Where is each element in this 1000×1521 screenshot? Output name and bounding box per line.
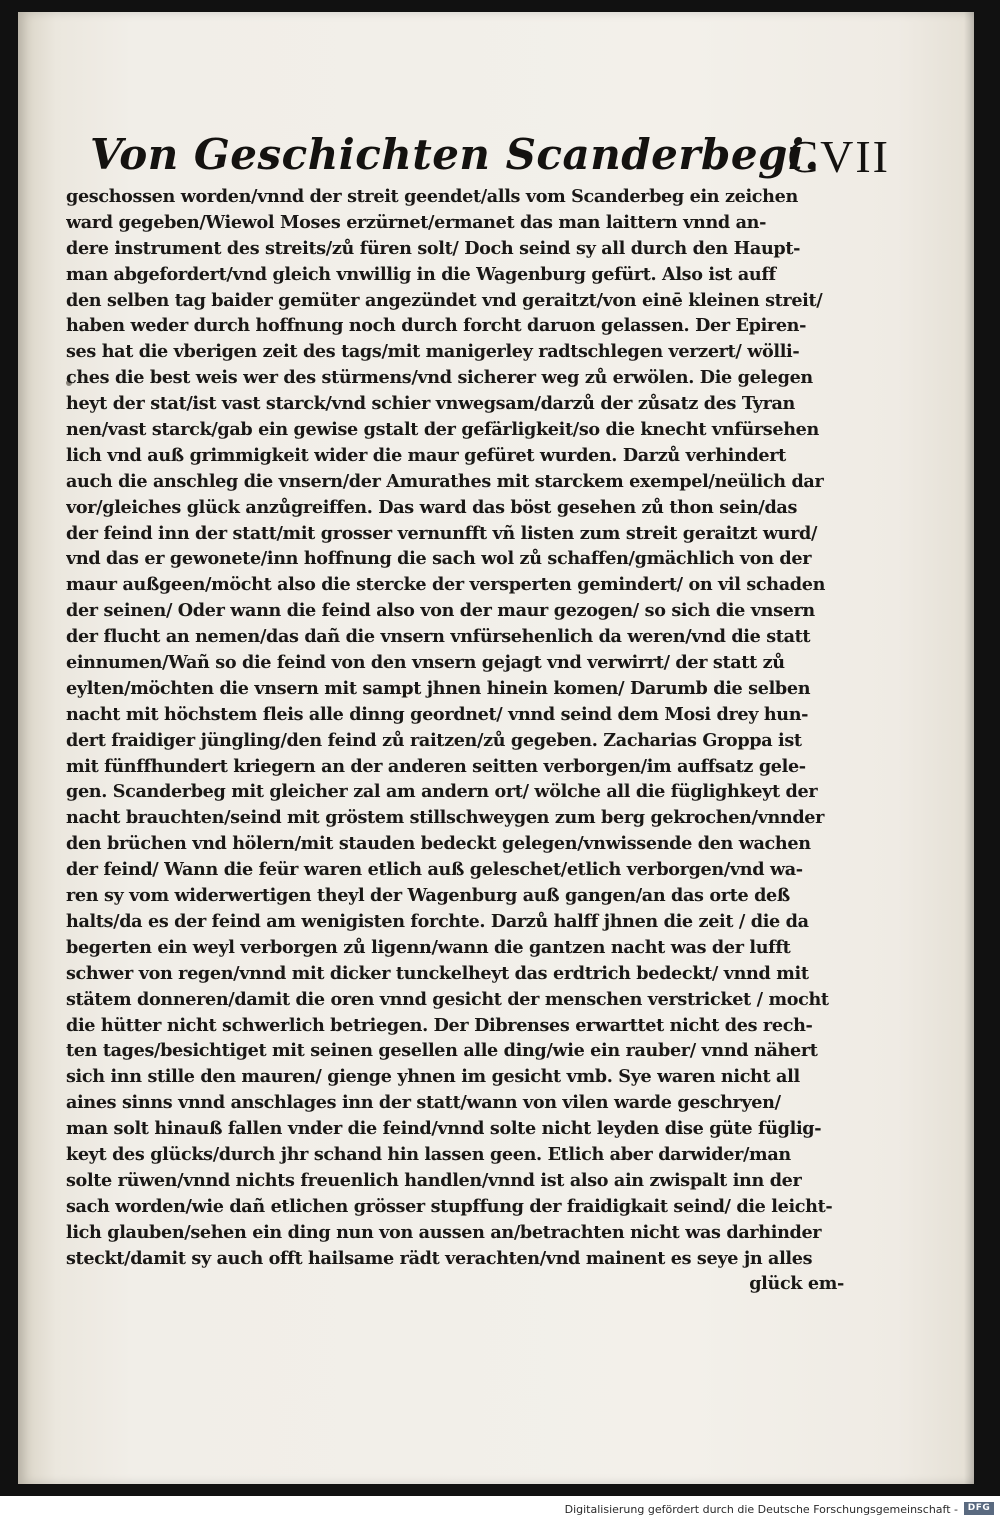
- text-line: mit fünffhundert kriegern an der anderen seitten verborgen/im auffsatz gele-: [66, 755, 806, 777]
- text-line: begerten ein weyl verborgen zů ligenn/wann die gantzen nacht was der lufft: [66, 936, 791, 958]
- text-line: lich glauben/sehen ein ding nun von aussen an/betrachten nicht was darhinder: [66, 1221, 822, 1243]
- text-line: keyt des glücks/durch jhr schand hin lassen geen. Etlich aber darwider/man: [66, 1143, 791, 1165]
- text-line: der flucht an nemen/das dañ die vnsern vnfürsehenlich da weren/vnd die statt: [66, 626, 811, 648]
- text-line: maur außgeen/möcht also die stercke der versperten gemindert/ on vil schaden: [66, 574, 826, 596]
- dfg-logo: DFG: [964, 1502, 994, 1515]
- text-line: den selben tag baider gemüter angezündet vnd geraitzt/von einē kleinen streit/: [66, 289, 823, 311]
- text-line: ten tages/besichtiget mit seinen gesellen alle ding/wie ein rauber/ vnnd nähert: [66, 1040, 818, 1062]
- catchword: glück em-: [749, 1273, 844, 1295]
- text-line: nacht mit höchstem fleis alle dinng geordnet/ vnnd seind dem Mosi drey hun-: [66, 703, 809, 725]
- text-line: stätem donneren/damit die oren vnnd gesicht der menschen verstricket / mocht: [66, 988, 829, 1010]
- folio-number: CVII: [787, 131, 890, 182]
- text-line: vnd das er gewonete/inn hoffnung die sach wol zů schaffen/gmächlich von der: [66, 548, 812, 570]
- text-line: vor/gleiches glück anzůgreiffen. Das ward das böst gesehen zů thon sein/das: [66, 496, 798, 518]
- text-line: heyt der stat/ist vast starck/vnd schier vnwegsam/darzů der zůsatz des Tyran: [66, 393, 795, 415]
- text-line: schwer von regen/vnnd mit dicker tunckelheyt das erdtrich bedeckt/ vnnd mit: [66, 962, 809, 984]
- text-line: der feind inn der statt/mit grosser vernunfft vñ listen zum streit geraitzt wurd/: [66, 522, 818, 544]
- text-line: ses hat die vberigen zeit des tags/mit manigerley radtschlegen verzert/ wölli-: [66, 341, 800, 363]
- text-line: den brüchen vnd hölern/mit stauden bedeckt gelegen/vnwissende den wachen: [66, 833, 811, 855]
- text-line: einnumen/Wañ so die feind von den vnsern gejagt vnd verwirrt/ der statt zů: [66, 652, 785, 674]
- digitization-credit: Digitalisierung gefördert durch die Deutsche Forschungsgemeinschaft -: [564, 1503, 958, 1516]
- text-line: ren sy vom widerwertigen theyl der Wagenburg auß gangen/an das orte deß: [66, 885, 790, 907]
- text-line: solte rüwen/vnnd nichts freuenlich handlen/vnnd ist also ain zwispalt inn der: [66, 1169, 802, 1191]
- page-edge-shadow: [964, 12, 974, 1484]
- text-line: ches die best weis wer des stürmens/vnd sicherer weg zů erwölen. Die gelegen: [66, 367, 813, 389]
- text-line: sach worden/wie dañ etlichen grösser stupffung der fraidigkait seind/ die leicht-: [66, 1195, 833, 1217]
- text-line: der feind/ Wann die feür waren etlich auß geleschet/etlich verborgen/vnd wa-: [66, 859, 803, 881]
- text-line: auch die anschleg die vnsern/der Amurathes mit starckem exempel/neülich dar: [66, 470, 824, 492]
- text-line: eylten/möchten die vnsern mit sampt jhnen hinein komen/ Darumb die selben: [66, 677, 811, 699]
- text-line: gen. Scanderbeg mit gleicher zal am andern ort/ wölche all die füglighkeyt der: [66, 781, 818, 803]
- text-line: dert fraidiger jüngling/den feind zů raitzen/zů gegeben. Zacharias Groppa ist: [66, 729, 802, 751]
- text-line: man abgefordert/vnd gleich vnwillig in die Wagenburg gefürt. Also ist auff: [66, 263, 776, 285]
- text-line: die hütter nicht schwerlich betriegen. Der Dibrenses erwarttet nicht des rech-: [66, 1014, 813, 1036]
- text-line: nen/vast starck/gab ein gewise gstalt der gefärligkeit/so die knecht vnfürsehen: [66, 419, 819, 441]
- text-line: man solt hinauß fallen vnder die feind/vnnd solte nicht leyden dise güte füglig-: [66, 1118, 822, 1140]
- page-header: [90, 130, 890, 190]
- text-line: halts/da es der feind am wenigisten forchte. Darzů halff jhnen die zeit / die da: [66, 910, 809, 932]
- text-line: sich inn stille den mauren/ gienge yhnen im gesicht vmb. Sye waren nicht all: [66, 1066, 800, 1088]
- text-line: steckt/damit sy auch offt hailsame rädt verachten/vnd mainent es seye jn alles: [66, 1247, 813, 1269]
- text-line: aines sinns vnnd anschlages inn der statt/wann von vilen warde geschryen/: [66, 1092, 781, 1114]
- text-line: ward gegeben/Wiewol Moses erzürnet/ermanet das man laittern vnnd an-: [66, 211, 767, 233]
- text-line: nacht brauchten/seind mit gröstem stillschweygen zum berg gekrochen/vnnder: [66, 807, 825, 829]
- body-text: [66, 184, 856, 1297]
- text-line: dere instrument des streits/zů füren solt/ Doch seind sy all durch den Haupt-: [66, 237, 801, 259]
- running-title: Von Geschichten Scanderbegi.: [90, 130, 820, 179]
- text-line: der seinen/ Oder wann die feind also von der maur gezogen/ so sich die vnsern: [66, 600, 815, 622]
- text-line: haben weder durch hoffnung noch durch forcht daruon gelassen. Der Epiren-: [66, 315, 807, 337]
- text-line: lich vnd auß grimmigkeit wider die maur gefüret wurden. Darzů verhindert: [66, 444, 786, 466]
- book-page: [18, 12, 974, 1484]
- text-line: geschossen worden/vnnd der streit geendet/alls vom Scanderbeg ein zeichen: [66, 186, 798, 207]
